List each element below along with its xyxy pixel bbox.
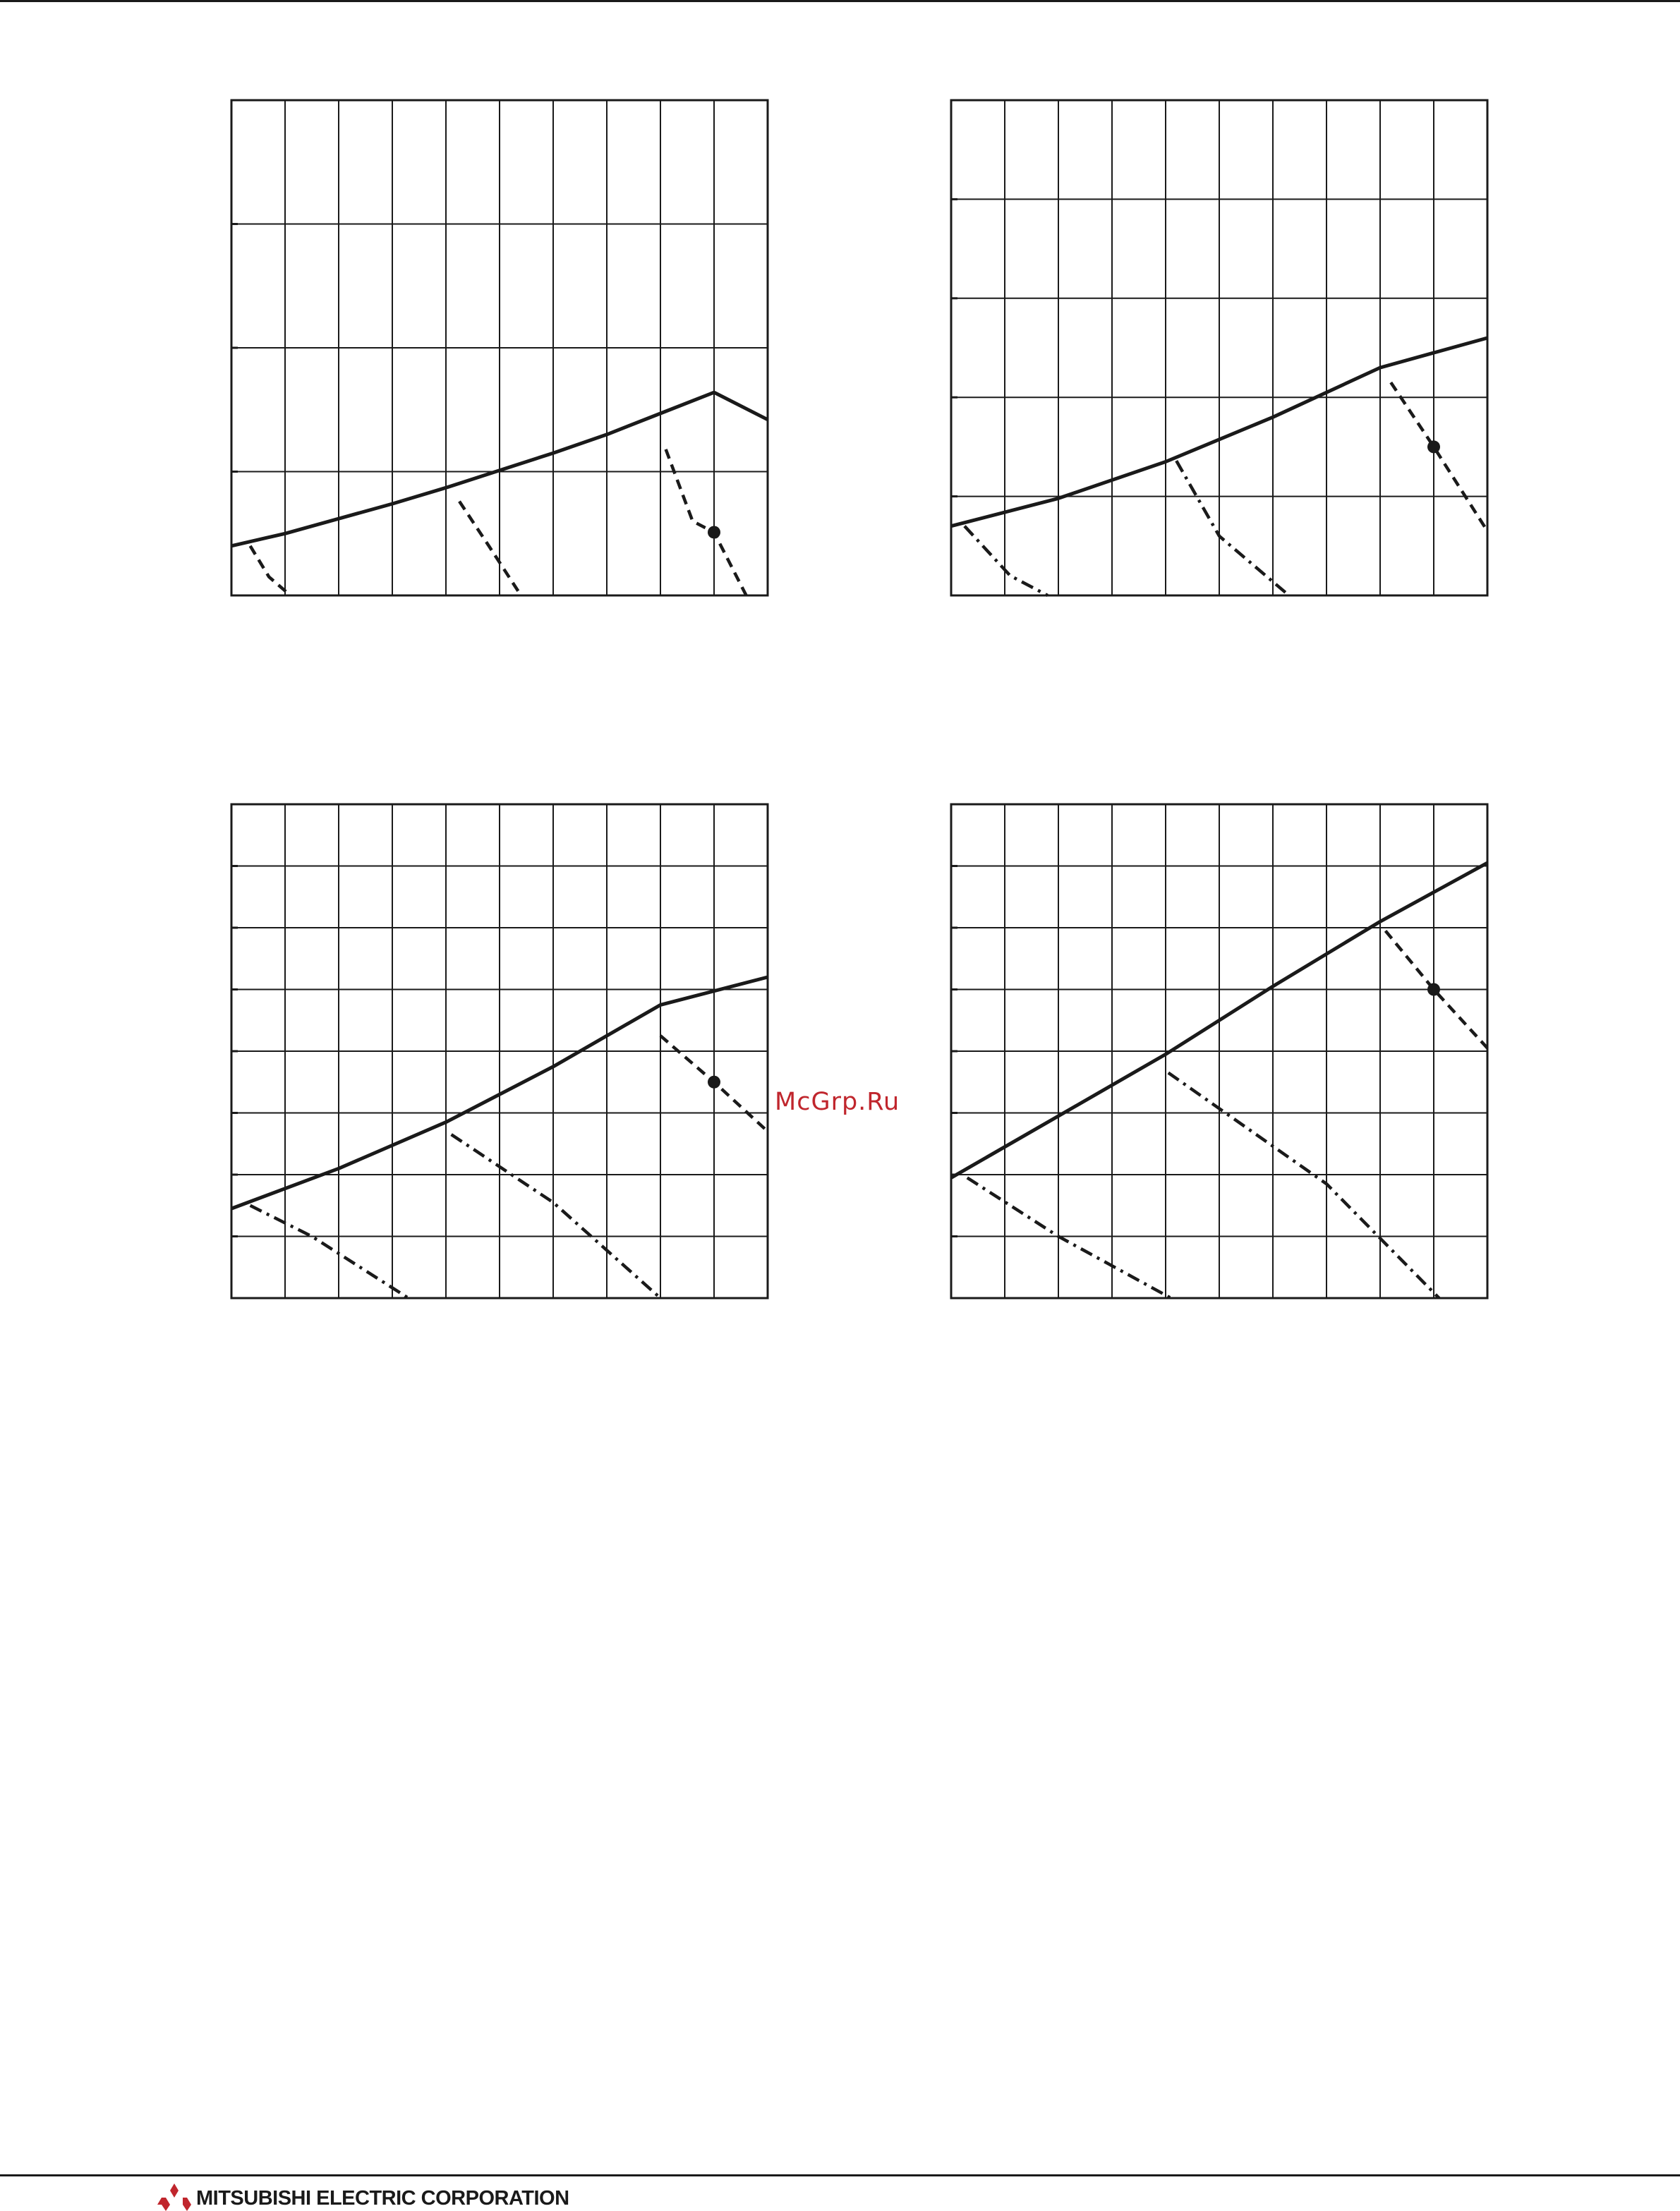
bottom-rule bbox=[0, 2174, 1680, 2176]
series-line-dashed bbox=[459, 502, 521, 595]
watermark: McGrp.Ru bbox=[775, 1088, 900, 1116]
company-name: MITSUBISHI ELECTRIC CORPORATION bbox=[196, 2187, 569, 2210]
series-marker bbox=[708, 1076, 720, 1089]
series-line-dashdot bbox=[452, 1134, 660, 1298]
chart-top-right bbox=[951, 100, 1487, 595]
chart-bottom-right bbox=[951, 804, 1487, 1298]
chart-top-left bbox=[231, 100, 768, 595]
series-line-dashdot bbox=[967, 1177, 1171, 1298]
series-line-dashdot bbox=[250, 1206, 409, 1298]
series-line-dashdot bbox=[965, 526, 1048, 595]
top-rule bbox=[0, 0, 1680, 2]
series-marker bbox=[708, 526, 720, 538]
three-diamond-logo-icon bbox=[157, 2183, 192, 2211]
series-marker bbox=[1427, 983, 1440, 996]
chart-bottom-left bbox=[231, 804, 768, 1298]
series-marker bbox=[1427, 440, 1440, 453]
series-line-dashed bbox=[1391, 382, 1487, 531]
series-line-dashdot bbox=[1176, 461, 1289, 595]
series-line-dashdot bbox=[1168, 1073, 1439, 1298]
